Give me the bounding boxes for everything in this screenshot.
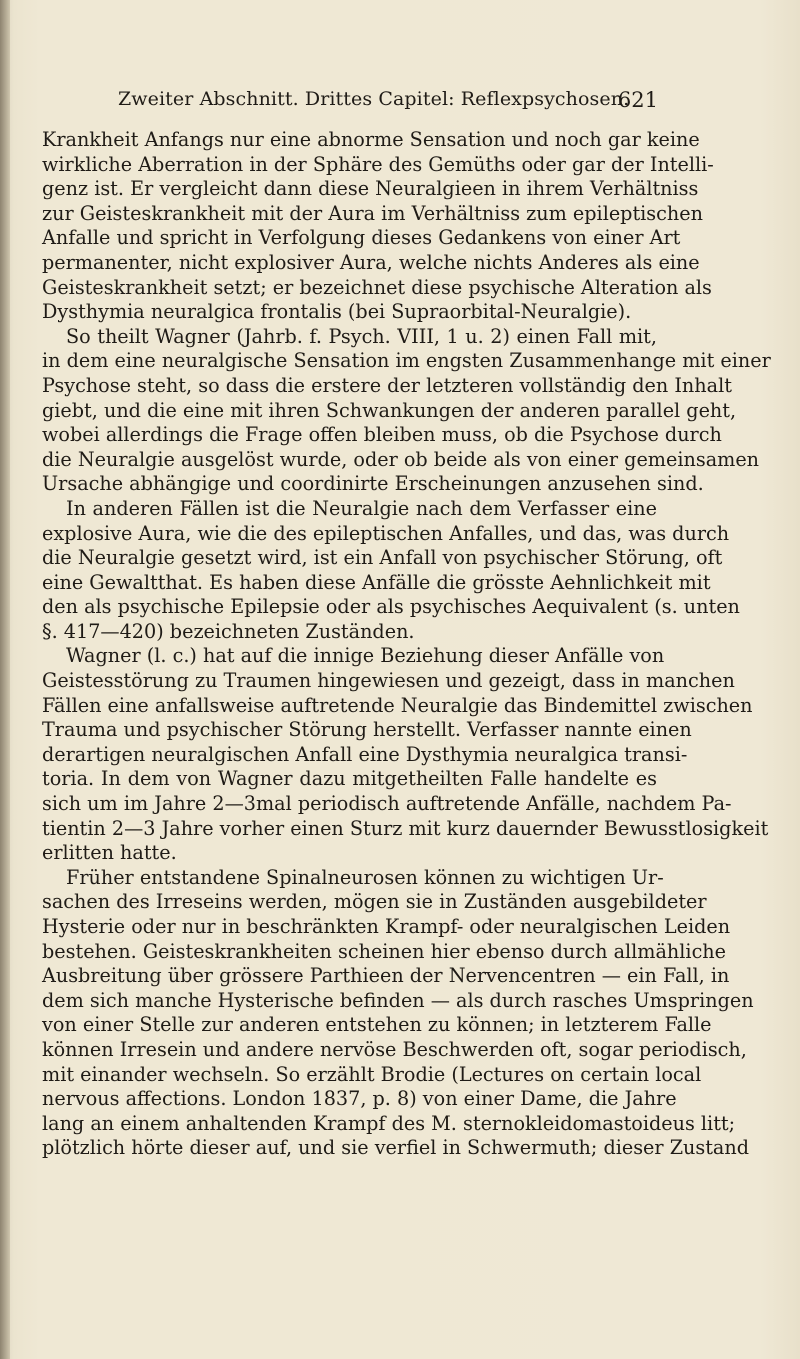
text-line: zur Geisteskrankheit mit der Aura im Verhältniss zum epileptischen — [42, 201, 703, 225]
text-line: Trauma und psychischer Störung herstellt. Verfasser nannte einen — [42, 718, 692, 742]
text-line: permanenter, nicht explosiver Aura, welche nichts Anderes als eine — [42, 250, 700, 274]
text-line: dem sich manche Hysterische befinden — als durch rasches Umspringen — [42, 988, 754, 1012]
text-line: bestehen. Geisteskrankheiten scheinen hier ebenso durch allmähliche — [42, 939, 727, 963]
text-line: den als psychische Epilepsie oder als psychisches Aequivalent (s. unten — [42, 595, 740, 619]
text-line: explosive Aura, wie die des epileptischen Anfalles, und das, was durch — [42, 521, 730, 545]
text-line: toria. In dem von Wagner dazu mitgetheilten Falle handelte es — [42, 767, 657, 791]
text-line: nervous affections. London 1837, p. 8) von einer Dame, die Jahre — [42, 1087, 677, 1111]
text-line: mit einander wechseln. So erzählt Brodie (Lectures on certain local — [42, 1062, 702, 1086]
text-line: genz ist. Er vergleicht dann diese Neuralgieen in ihrem Verhältniss — [42, 177, 699, 201]
text-line: In anderen Fällen ist die Neuralgie nach dem Verfasser eine — [66, 496, 657, 520]
text-line: sachen des Irreseins werden, mögen sie in Zuständen ausgebildeter — [42, 890, 707, 914]
page-header — [118, 88, 658, 118]
running-title: Zweiter Abschnitt. Drittes Capitel: Reflexpsychosen. — [118, 88, 630, 110]
text-line: die Neuralgie gesetzt wird, ist ein Anfall von psychischer Störung, oft — [42, 546, 723, 570]
text-line: giebt, und die eine mit ihren Schwankungen der anderen parallel geht, — [42, 398, 737, 422]
text-line: derartigen neuralgischen Anfall eine Dysthymia neuralgica transi- — [42, 742, 688, 766]
text-line: Krankheit Anfangs nur eine abnorme Sensation und noch gar keine — [42, 128, 700, 151]
text-line: in dem eine neuralgische Sensation im engsten Zusammenhange mit einer — [42, 349, 771, 373]
text-line: Hysterie oder nur in beschränkten Krampf- oder neuralgischen Leiden — [42, 915, 731, 938]
text-line: Geisteskrankheit setzt; er bezeichnet diese psychische Alteration als — [42, 275, 712, 299]
page-edge — [0, 0, 10, 1359]
text-line: So theilt Wagner (Jahrb. f. Psych. VIII, 1 u. 2) einen Fall mit, — [66, 324, 657, 348]
text-line: §. 417—420) bezeichneten Zuständen. — [42, 619, 415, 643]
text-line: Früher entstandene Spinalneurosen können zu wichtigen Ur- — [66, 865, 664, 889]
text-line: eine Gewaltthat. Es haben diese Anfälle die grösste Aehnlichkeit mit — [42, 570, 711, 594]
text-line: Ursache abhängige und coordinirte Erscheinungen anzusehen sind. — [42, 472, 704, 496]
text-line: Psychose steht, so dass die erstere der letzteren vollständig den Inhalt — [42, 373, 732, 397]
text-line: tientin 2—3 Jahre vorher einen Sturz mit kurz dauernder Bewusstlosigkeit — [42, 816, 769, 840]
text-line: Anfalle und spricht in Verfolgung dieses Gedankens von einer Art — [42, 226, 681, 250]
text-line: können Irresein und andere nervöse Beschwerden oft, sogar periodisch, — [42, 1037, 747, 1061]
text-line: Geistesstörung zu Traumen hingewiesen und gezeigt, dass in manchen — [42, 669, 735, 693]
text-line: Wagner (l. c.) hat auf die innige Beziehung dieser Anfälle von — [66, 644, 665, 668]
text-line: erlitten hatte. — [42, 841, 177, 865]
text-line: wobei allerdings die Frage offen bleiben muss, ob die Psychose durch — [42, 423, 722, 447]
text-line: Dysthymia neuralgica frontalis (bei Supraorbital-Neuralgie). — [42, 300, 632, 324]
text-line: lang an einem anhaltenden Krampf des M. sternokleidomastoideus litt; — [42, 1111, 736, 1135]
text-line: die Neuralgie ausgelöst wurde, oder ob beide als von einer gemeinsamen — [42, 447, 760, 471]
text-line: sich um im Jahre 2—3mal periodisch auftretende Anfälle, nachdem Pa- — [42, 792, 732, 816]
body-text — [42, 128, 771, 1161]
text-line: Ausbreitung über grössere Parthieen der Nervencentren — ein Fall, in — [42, 964, 730, 988]
text-line: plötzlich hörte dieser auf, und sie verfiel in Schwermuth; dieser Zustand — [42, 1136, 750, 1160]
text-line: Fällen eine anfallsweise auftretende Neuralgie das Bindemittel zwischen — [42, 693, 753, 717]
page-number: 621 — [617, 88, 658, 112]
text-line: wirkliche Aberration in der Sphäre des Gemüths oder gar der Intelli- — [42, 152, 714, 176]
text-line: von einer Stelle zur anderen entstehen zu können; in letzterem Falle — [42, 1013, 712, 1037]
